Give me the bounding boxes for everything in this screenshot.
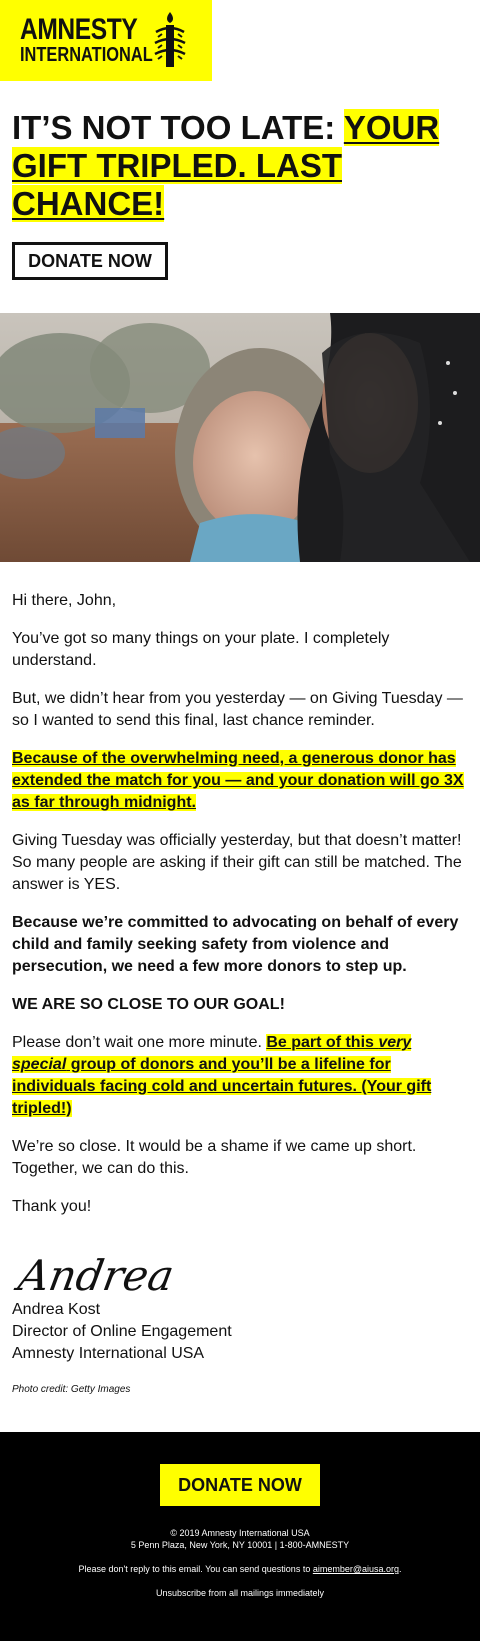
candle-barbed-wire-icon bbox=[150, 10, 190, 70]
headline bbox=[12, 109, 472, 223]
signature-script: Andrea bbox=[14, 1251, 178, 1300]
logo-text-international: INTERNATIONAL bbox=[20, 44, 153, 66]
paragraph-4: Giving Tuesday was officially yesterday, but that doesn’t matter! So many people are asking if their gift can still be matched. The answer is YES. bbox=[12, 832, 462, 893]
donate-now-button-bottom[interactable]: DONATE NOW bbox=[160, 1464, 320, 1506]
logo-text-amnesty: AMNESTY bbox=[20, 13, 138, 46]
paragraph-8: We’re so close. It would be a shame if we came up short. Together, we can do this. bbox=[12, 1138, 417, 1177]
footer-reply-note bbox=[0, 1563, 480, 1575]
lifeline-link-b: group of donors and you’ll be a lifeline for individuals facing cold and uncertain futures. (Your gift tripled!) bbox=[12, 1056, 432, 1117]
headline-link[interactable]: YOUR GIFT TRIPLED. LAST CHANCE! bbox=[12, 109, 440, 222]
donate-now-button-top[interactable]: DONATE NOW bbox=[12, 242, 168, 280]
lifeline-link-em: very special bbox=[12, 1034, 412, 1073]
photo-credit: Photo credit: Getty Images bbox=[12, 1384, 131, 1395]
paragraph-3 bbox=[12, 748, 468, 814]
paragraph-1: You’ve got so many things on your plate. I completely understand. bbox=[12, 630, 390, 669]
paragraph-7-plain: Please don’t wait one more minute. bbox=[12, 1034, 267, 1051]
signature-image bbox=[14, 1248, 178, 1300]
thank-you: Thank you! bbox=[12, 1198, 92, 1215]
signer-org: Amnesty International USA bbox=[12, 1345, 205, 1362]
signer-title: Director of Online Engagement bbox=[12, 1323, 232, 1340]
paragraph-2: But, we didn’t hear from you yesterday — on Giving Tuesday — so I wanted to send this final, last chance reminder. bbox=[12, 690, 463, 729]
paragraph-6-goal: WE ARE SO CLOSE TO OUR GOAL! bbox=[12, 996, 285, 1013]
match-extended-link[interactable]: Because of the overwhelming need, a generous donor has extended the match for you — and your donation will go 3X as far through midnight. bbox=[12, 750, 464, 811]
headline-plain: IT’S NOT TOO LATE: bbox=[12, 109, 344, 146]
footer-reply-text: Please don't reply to this email. You can send questions to bbox=[78, 1564, 313, 1574]
greeting: Hi there, John, bbox=[12, 592, 117, 609]
signer-name: Andrea Kost bbox=[12, 1301, 101, 1318]
unsubscribe-link[interactable]: Unsubscribe from all mailings immediately bbox=[155, 1588, 325, 1598]
footer-copyright: © 2019 Amnesty International USA bbox=[170, 1528, 310, 1538]
hero-photo[interactable] bbox=[0, 313, 480, 562]
amnesty-logo[interactable] bbox=[0, 0, 212, 81]
footer-reply-end: . bbox=[399, 1564, 402, 1574]
footer-email-link[interactable]: aimember@aiusa.org bbox=[312, 1564, 400, 1574]
footer bbox=[0, 1432, 480, 1641]
paragraph-5: Because we’re committed to advocating on behalf of every child and family seeking safety from violence and persecution, we need a few more donors to step up. bbox=[12, 914, 459, 975]
paragraph-7 bbox=[12, 1032, 468, 1120]
lifeline-link-a: Be part of this bbox=[266, 1034, 379, 1051]
footer-address: 5 Penn Plaza, New York, NY 10001 | 1-800-AMNESTY bbox=[130, 1540, 350, 1550]
